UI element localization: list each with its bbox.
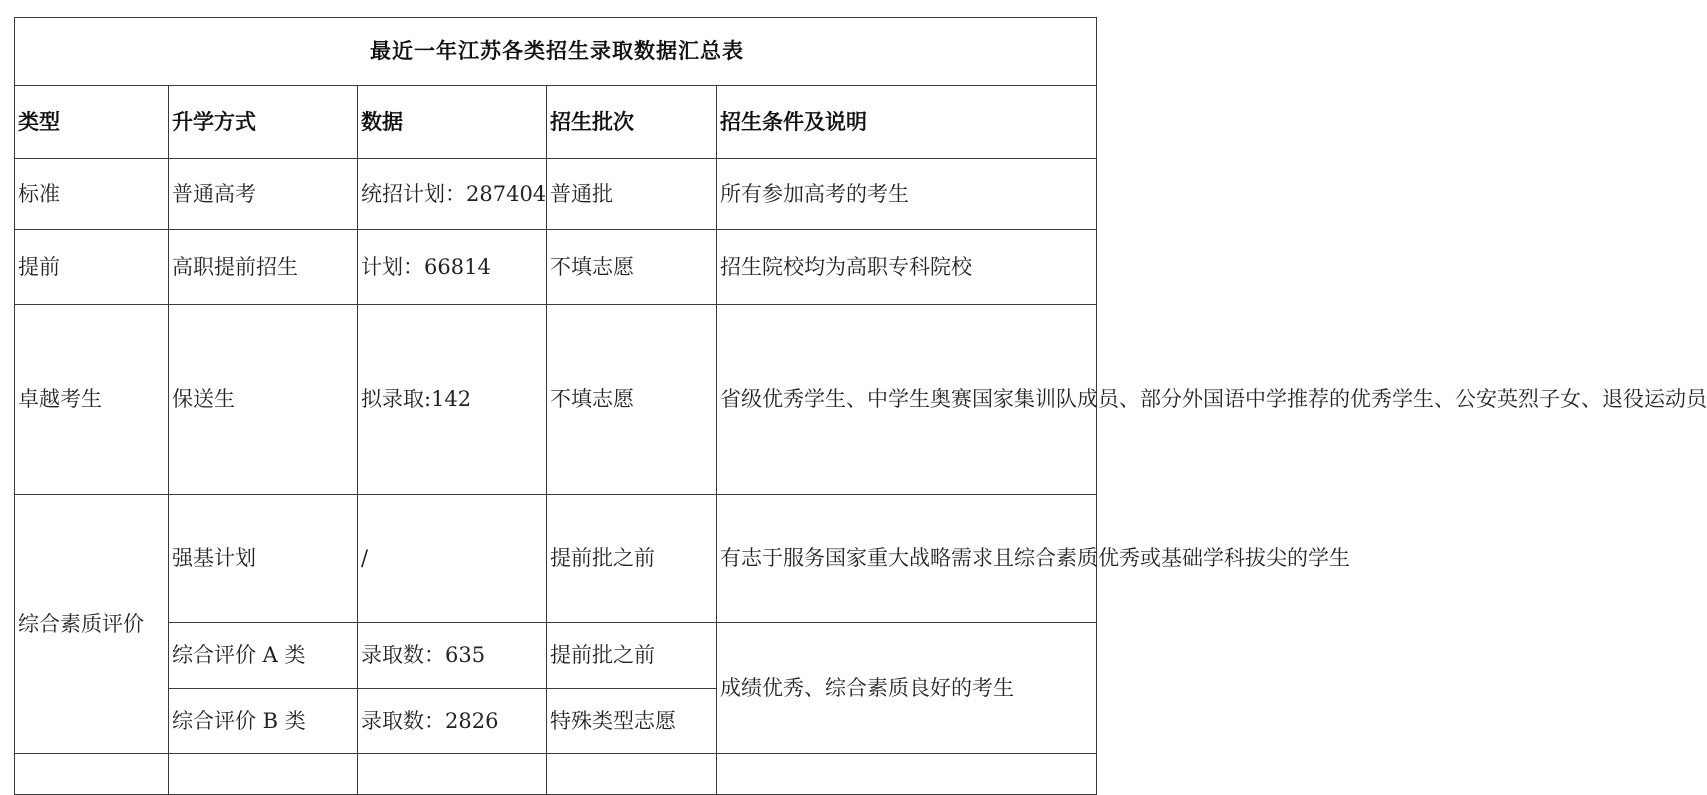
cell-conditions: 所有参加高考的考生 bbox=[717, 159, 1097, 230]
table-row-early bbox=[15, 230, 1097, 305]
cell-method: 强基计划 bbox=[169, 495, 358, 623]
admission-summary-table bbox=[14, 17, 1707, 795]
header-data: 数据 bbox=[358, 86, 547, 159]
cell-method: 综合评价 B 类 bbox=[169, 689, 358, 754]
cell-type-comprehensive: 综合素质评价 bbox=[15, 495, 169, 754]
cell-empty bbox=[358, 754, 547, 795]
header-conditions: 招生条件及说明 bbox=[717, 86, 1097, 159]
cell-data: 统招计划：287404 bbox=[358, 159, 547, 230]
cell-type: 提前 bbox=[15, 230, 169, 305]
cell-data: 录取数：635 bbox=[358, 623, 547, 689]
cell-empty bbox=[169, 754, 358, 795]
cell-batch: 提前批之前 bbox=[547, 495, 717, 623]
cell-empty bbox=[547, 754, 717, 795]
cell-conditions: 招生院校均为高职专科院校 bbox=[717, 230, 1097, 305]
table-row-class-a bbox=[15, 623, 1097, 689]
title-row bbox=[15, 18, 1097, 86]
cell-empty bbox=[717, 754, 1097, 795]
cell-data: 计划：66814 bbox=[358, 230, 547, 305]
table-title: 最近一年江苏各类招生录取数据汇总表 bbox=[15, 18, 1097, 86]
cell-empty bbox=[15, 754, 169, 795]
cell-data: 拟录取:142 bbox=[358, 305, 547, 495]
header-type: 类型 bbox=[15, 86, 169, 159]
cell-conditions: 省级优秀学生、中学生奥赛国家集训队成员、部分外国语中学推荐的优秀学生、公安英烈子女、退役运动员 bbox=[717, 305, 1097, 495]
header-method: 升学方式 bbox=[169, 86, 358, 159]
header-batch: 招生批次 bbox=[547, 86, 717, 159]
cell-conditions-ab: 成绩优秀、综合素质良好的考生 bbox=[717, 623, 1097, 754]
cell-batch: 不填志愿 bbox=[547, 305, 717, 495]
cell-conditions: 有志于服务国家重大战略需求且综合素质优秀或基础学科拔尖的学生 bbox=[717, 495, 1097, 623]
cell-batch: 特殊类型志愿 bbox=[547, 689, 717, 754]
cell-batch: 提前批之前 bbox=[547, 623, 717, 689]
table-row-excellent bbox=[15, 305, 1097, 495]
table-row-cut-off bbox=[15, 754, 1097, 795]
table-row-standard bbox=[15, 159, 1097, 230]
cell-data: / bbox=[358, 495, 547, 623]
cell-batch: 普通批 bbox=[547, 159, 717, 230]
cell-method: 保送生 bbox=[169, 305, 358, 495]
cell-data: 录取数：2826 bbox=[358, 689, 547, 754]
cell-batch: 不填志愿 bbox=[547, 230, 717, 305]
cell-type: 卓越考生 bbox=[15, 305, 169, 495]
cell-method: 高职提前招生 bbox=[169, 230, 358, 305]
header-row bbox=[15, 86, 1097, 159]
table-row-strong-base bbox=[15, 495, 1097, 623]
cell-method: 普通高考 bbox=[169, 159, 358, 230]
cell-type: 标准 bbox=[15, 159, 169, 230]
cell-method: 综合评价 A 类 bbox=[169, 623, 358, 689]
